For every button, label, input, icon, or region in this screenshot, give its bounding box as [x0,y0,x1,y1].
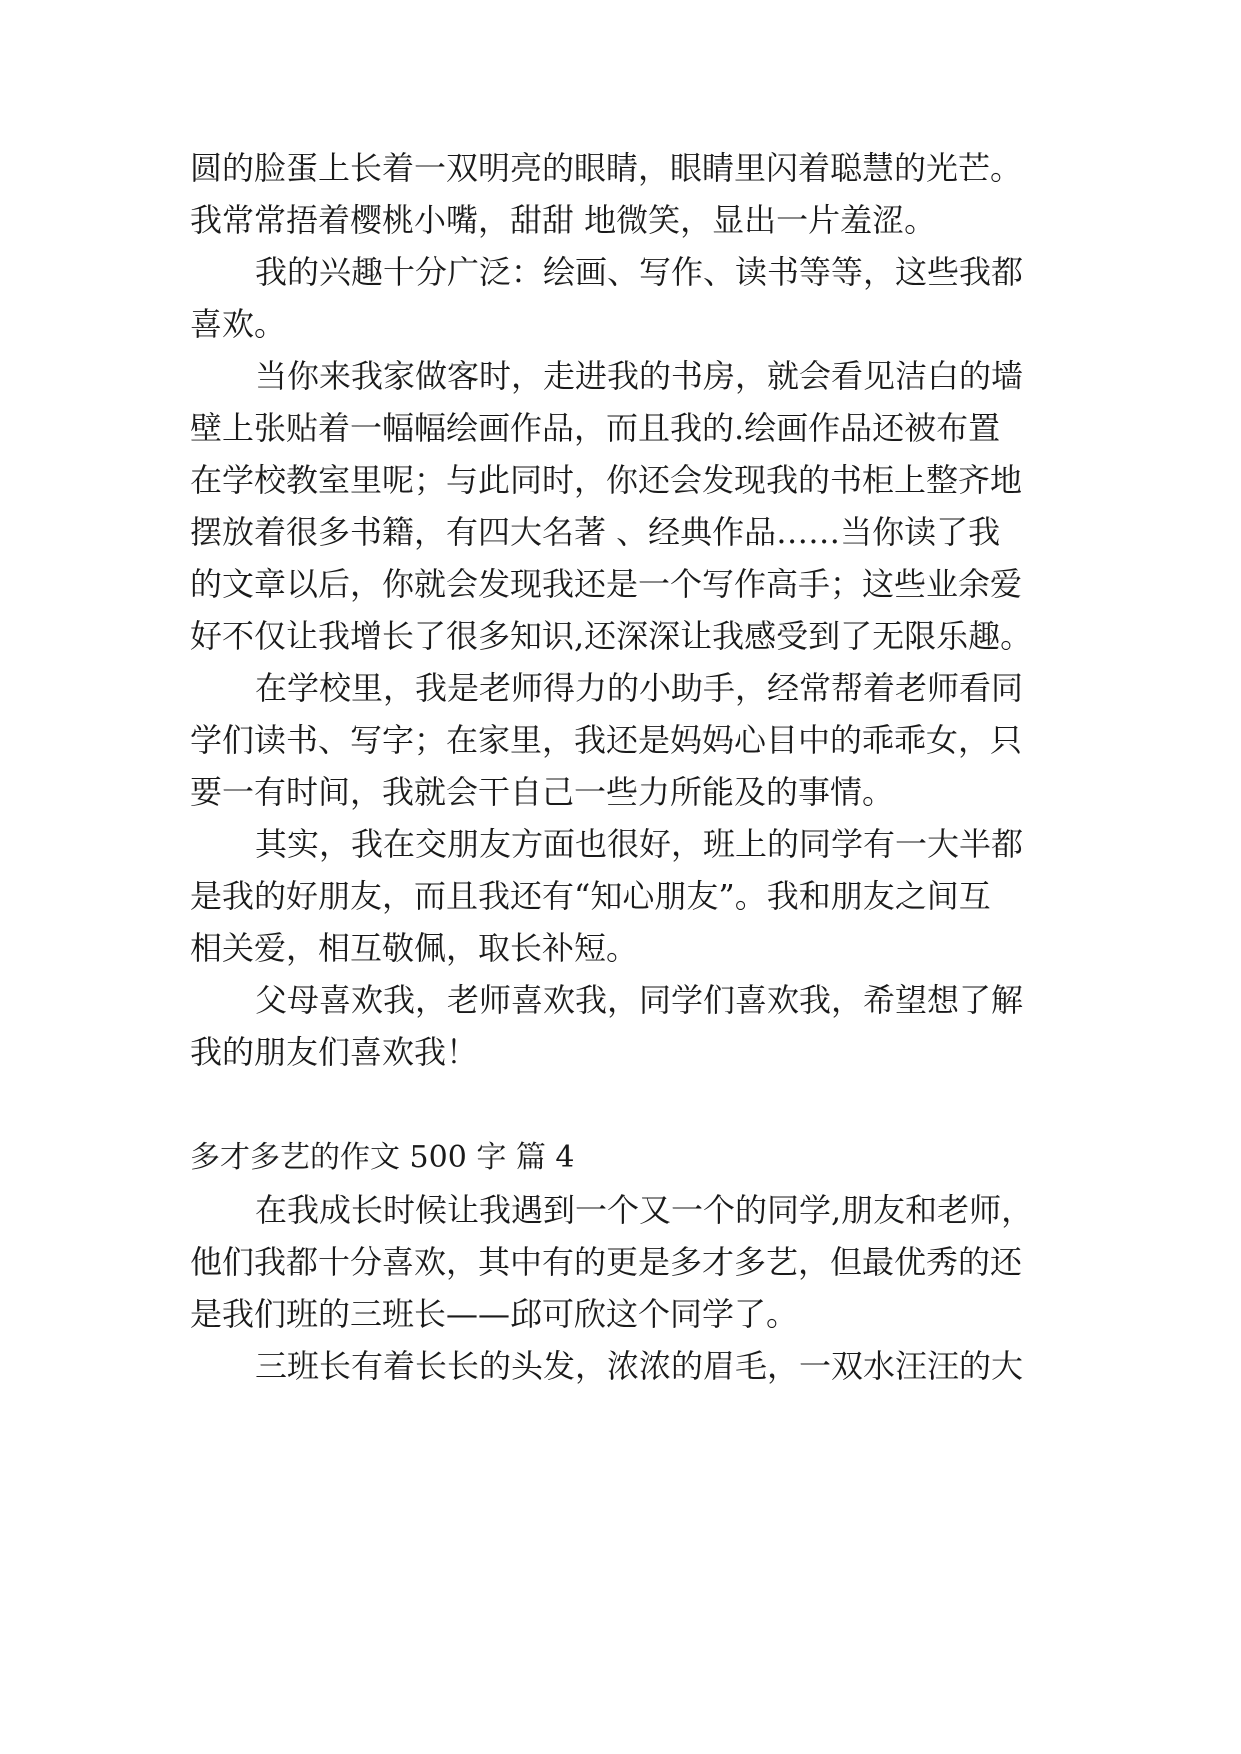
paragraph-line: 相关爱，相互敬佩，取长补短。 [190,929,639,967]
paragraph-line: 父母喜欢我，老师喜欢我，同学们喜欢我，希望想了解 [255,981,1024,1019]
paragraph-line: 其实，我在交朋友方面也很好，班上的同学有一大半都 [255,825,1024,863]
paragraph-line: 在我成长时候让我遇到一个又一个的同学,朋友和老师， [255,1191,1034,1229]
paragraph-line: 当你来我家做客时，走进我的书房，就会看见洁白的墙 [255,357,1024,395]
paragraph-line: 摆放着很多书籍，有四大名著 、经典作品……当你读了我 [190,513,1001,551]
paragraph-line: 要一有时间，我就会干自己一些力所能及的事情。 [190,773,895,811]
paragraph-line: 三班长有着长长的头发，浓浓的眉毛，一双水汪汪的大 [255,1347,1024,1385]
paragraph-line: 壁上张贴着一幅幅绘画作品，而且我的.绘画作品还被布置 [190,409,1001,447]
section-title: 多才多艺的作文 500 字 篇 4 [190,1140,575,1175]
paragraph-line: 在学校教室里呢；与此同时，你还会发现我的书柜上整齐地 [190,461,1023,499]
paragraph-line: 的文章以后，你就会发现我还是一个写作高手；这些业余爱 [190,565,1023,603]
paragraph-line: 喜欢。 [190,305,287,343]
paragraph-line: 我的朋友们喜欢我！ [190,1033,479,1071]
paragraph-line: 我常常捂着樱桃小嘴，甜甜 地微笑，显出一片羞涩。 [190,201,937,239]
paragraph-line: 好不仅让我增长了很多知识,还深深让我感受到了无限乐趣。 [190,617,1033,655]
paragraph-line: 是我的好朋友，而且我还有“知心朋友”。我和朋友之间互 [190,877,991,915]
paragraph-line: 圆的脸蛋上长着一双明亮的眼睛，眼睛里闪着聪慧的光芒。 [190,149,1023,187]
paragraph-line: 他们我都十分喜欢，其中有的更是多才多艺，但最优秀的还 [190,1243,1023,1281]
paragraph-line: 在学校里，我是老师得力的小助手，经常帮着老师看同 [255,669,1024,707]
paragraph-line: 学们读书、写字；在家里，我还是妈妈心目中的乖乖女，只 [190,721,1023,759]
paragraph-line: 是我们班的三班长——邱可欣这个同学了。 [190,1295,799,1333]
paragraph-line: 我的兴趣十分广泛：绘画、写作、读书等等，这些我都 [255,253,1024,291]
